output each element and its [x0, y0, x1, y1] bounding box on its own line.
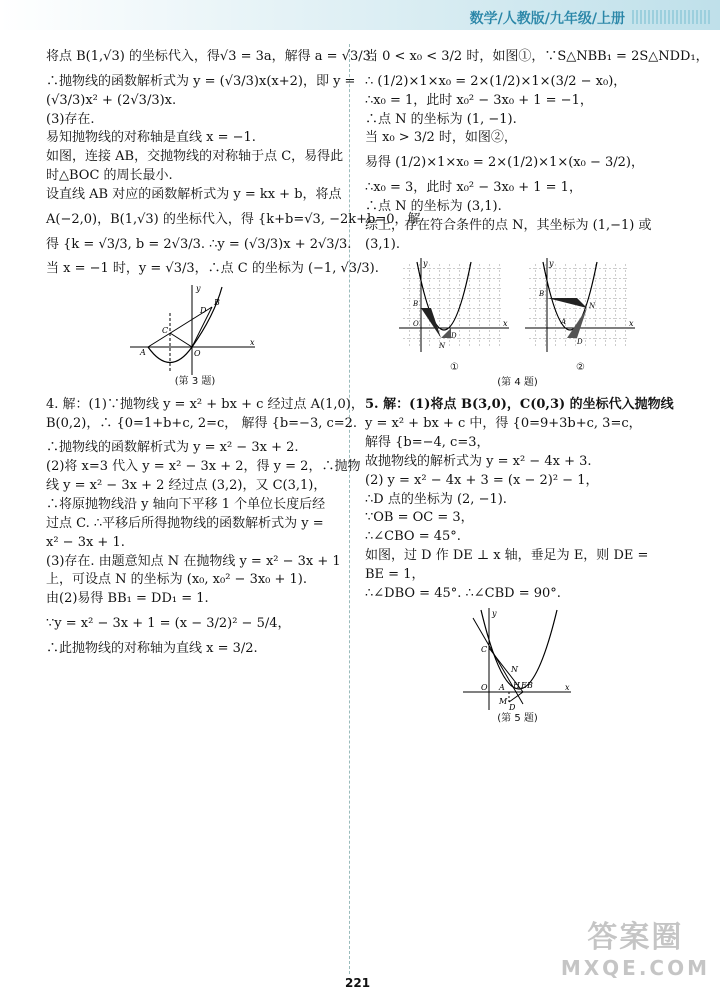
text-line: 4. 解：(1)∵抛物线 y = x² + bx + c 经过点 A(1,0)，: [46, 396, 364, 412]
text-line: 过点 C. ∴平移后所得抛物线的函数解析式为 y =: [46, 515, 324, 531]
svg-text:O: O: [480, 682, 488, 692]
text-line: B(0,2)，∴ {0=1+b+c, 2=c， 解得 {b=−3, c=2.: [46, 415, 358, 431]
svg-text:O: O: [412, 320, 419, 329]
svg-text:H: H: [512, 680, 520, 690]
svg-text:x: x: [564, 682, 570, 692]
text-line: 线 y = x² − 3x + 2 经过点 (3,2)，又 C(3,1)，: [46, 478, 327, 494]
figure-4-sub1-label: ①: [450, 362, 459, 374]
svg-text:M: M: [498, 696, 507, 706]
svg-text:D: D: [576, 338, 583, 347]
text-line: 易知抛物线的对称轴是直线 x = −1.: [46, 130, 256, 146]
text-line: ∴ (1/2)×1×x₀ = 2×(1/2)×1×(3/2 − x₀)，: [365, 73, 627, 89]
text-line: ∴点 N 的坐标为 (1, −1).: [365, 111, 517, 127]
svg-text:B: B: [526, 680, 533, 690]
text-line: ∴点 N 的坐标为 (3,1).: [365, 198, 502, 214]
svg-text:D: D: [508, 702, 515, 712]
text-line: (√3/3)x² + (2√3/3)x.: [46, 92, 177, 108]
text-line: 解得 {b=−4, c=3，: [365, 434, 490, 450]
text-line: 当 x₀ > 3/2 时，如图②，: [365, 130, 517, 146]
text-line: (3)存在.: [46, 111, 95, 127]
text-line: ∴抛物线的函数解析式为 y = x² − 3x + 2.: [46, 440, 299, 456]
text-line: 将点 B(1,√3) 的坐标代入，得√3 = 3a，解得 a = √3/3.: [46, 49, 376, 64]
figure-3: [130, 283, 260, 375]
watermark-top: 答案圈: [587, 920, 684, 955]
svg-text:A: A: [140, 348, 146, 358]
svg-text:x: x: [502, 319, 508, 329]
figure-4-sub2-label: ②: [576, 362, 585, 374]
svg-text:x: x: [628, 319, 634, 329]
text-line: 如图，过 D 作 DE ⊥ x 轴，垂足为 E，则 DE =: [365, 548, 649, 564]
text-line: ∵OB = OC = 3，: [365, 510, 474, 526]
svg-text:x: x: [250, 338, 255, 348]
svg-text:N: N: [510, 664, 518, 674]
svg-text:y: y: [491, 608, 497, 618]
svg-text:D: D: [200, 306, 207, 316]
page-number: 221: [345, 976, 371, 990]
text-line: ∴D 点的坐标为 (2, −1).: [365, 491, 507, 507]
figure-4-sub1: [399, 258, 511, 354]
right-column: [365, 48, 709, 726]
svg-text:B: B: [214, 298, 220, 308]
text-line: ∴抛物线的函数解析式为 y = (√3/3)x(x+2)，即 y =: [46, 73, 356, 89]
svg-text:B: B: [538, 290, 544, 299]
figure-3-caption: (第 3 题): [174, 376, 216, 388]
text-line: ∴∠DBO = 45°. ∴∠CBD = 90°.: [365, 585, 561, 601]
header-title: 数学/人教版/九年级/上册: [469, 11, 625, 27]
text-line: ∴x₀ = 1，此时 x₀² − 3x₀ + 1 = −1，: [365, 92, 593, 108]
text-line: (2)将 x=3 代入 y = x² − 3x + 2，得 y = 2，∴抛物: [46, 459, 361, 475]
text-line: 上，可设点 N 的坐标为 (x₀, x₀² − 3x₀ + 1).: [46, 572, 308, 588]
svg-text:E: E: [520, 680, 527, 690]
text-line: A(−2,0)，B(1,√3) 的坐标代入，得 {k+b=√3, −2k+b=0，解: [46, 211, 421, 227]
svg-text:A: A: [498, 682, 505, 692]
text-line: 得 {k = √3/3, b = 2√3/3. ∴y = (√3/3)x + 2√3/3.: [46, 236, 352, 252]
text-line: ∴∠CBO = 45°.: [365, 529, 461, 545]
text-line: ∴x₀ = 3，此时 x₀² − 3x₀ + 1 = 1，: [365, 180, 582, 196]
text-line: x² − 3x + 1.: [46, 534, 125, 550]
svg-text:y: y: [422, 259, 428, 269]
watermark: [561, 912, 710, 980]
svg-text:O: O: [194, 349, 201, 359]
svg-text:N: N: [438, 342, 445, 351]
figure-5: [463, 608, 573, 712]
figure-4-sub2: [525, 258, 637, 354]
text-line: 易得 (1/2)×1×x₀ = 2×(1/2)×1×(x₀ − 3/2)，: [365, 155, 645, 171]
text-line: (3,1).: [365, 236, 400, 252]
text-line: y = x² + bx + c 中，得 {0=9+3b+c, 3=c，: [365, 416, 642, 432]
text-line: 时△BOC 的周长最小.: [46, 168, 173, 184]
text-line: BE = 1，: [365, 566, 425, 582]
svg-text:A: A: [560, 318, 566, 327]
svg-text:N: N: [588, 302, 595, 311]
svg-text:B: B: [412, 300, 418, 309]
text-line: 由(2)易得 BB₁ = DD₁ = 1.: [46, 591, 209, 607]
text-line: (2) y = x² − 4x + 3 = (x − 2)² − 1，: [365, 472, 599, 488]
figure-4-caption: (第 4 题): [497, 376, 538, 388]
figure-5-caption: (第 5 题): [497, 712, 538, 724]
watermark-bottom: MXQE.COM: [560, 956, 710, 980]
text-line: 如图，连接 AB，交抛物线的对称轴于点 C，易得此: [46, 149, 344, 165]
text-line: (3)存在. 由题意知点 N 在抛物线 y = x² − 3x + 1: [46, 553, 341, 569]
text-line: 当 0 < x₀ < 3/2 时，如图①，∵S△NBB₁ = 2S△NDD₁，: [365, 49, 709, 64]
svg-text:y: y: [196, 284, 201, 294]
text-line: 设直线 AB 对应的函数解析式为 y = kx + b，将点: [46, 186, 342, 202]
figure-4: [365, 258, 670, 375]
text-line: 综上，存在符合条件的点 N，其坐标为 (1,−1) 或: [365, 217, 652, 233]
text-line: ∴将原抛物线沿 y 轴向下平移 1 个单位长度后经: [46, 497, 326, 512]
text-line: ∴此抛物线的对称轴为直线 x = 3/2.: [46, 640, 258, 656]
column-divider: [349, 44, 350, 974]
svg-text:y: y: [548, 259, 554, 269]
text-line: ∵y = x² − 3x + 1 = (x − 3/2)² − 5/4，: [46, 616, 291, 632]
text-line: 故抛物线的解析式为 y = x² − 4x + 3.: [365, 453, 592, 469]
svg-text:C: C: [480, 644, 487, 654]
svg-text:C: C: [162, 326, 169, 336]
svg-text:D: D: [450, 332, 457, 341]
text-line: 当 x = −1 时，y = √3/3，∴点 C 的坐标为 (−1, √3/3).: [46, 261, 379, 277]
text-line: 5. 解：(1)将点 B(3,0)，C(0,3) 的坐标代入抛物线: [365, 397, 674, 413]
header-decoration: [632, 10, 712, 24]
